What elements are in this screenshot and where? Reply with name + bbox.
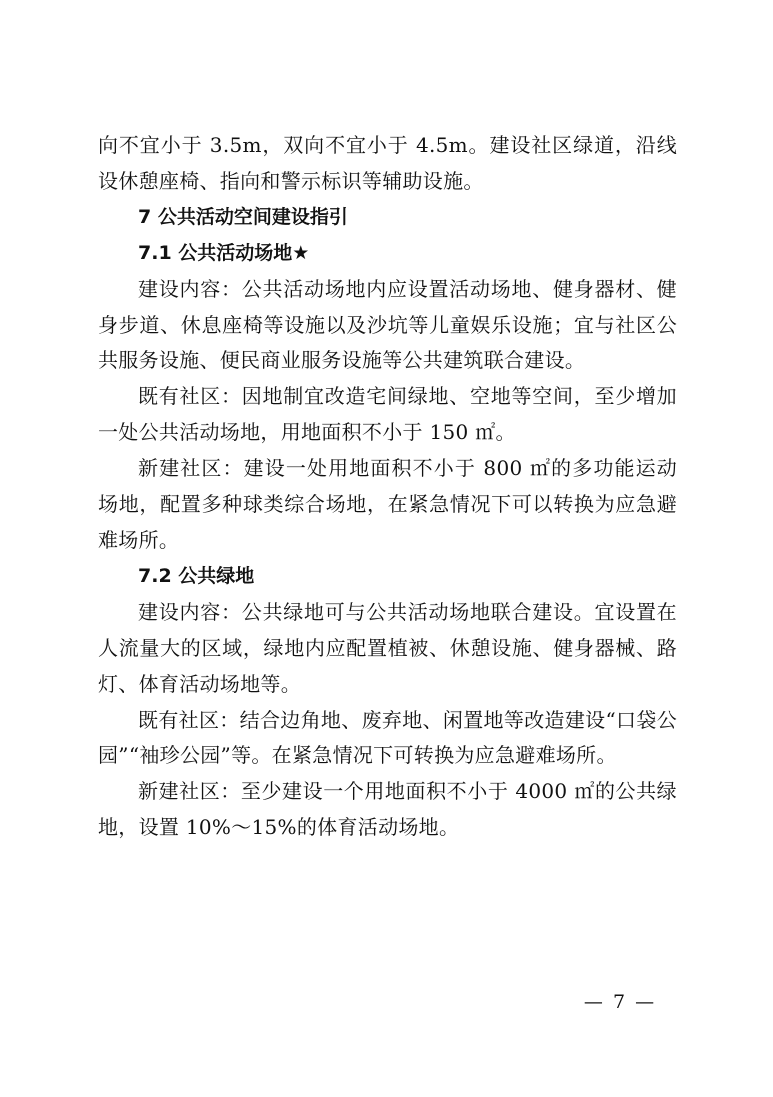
paragraph-activity-content: 建设内容：公共活动场地内应设置活动场地、健身器材、健身步道、休息座椅等设施以及沙坑等儿童娱乐设施；宜与社区公共服务设施、便民商业服务设施等公共建筑联合建设。 bbox=[98, 276, 677, 373]
subsection-heading-7-2: 7.2 公共绿地 bbox=[138, 564, 255, 587]
paragraph-green-new: 新建社区：至少建设一个用地面积不小于 4000 ㎡的公共绿地，设置 10%～15%的体育活动场地。 bbox=[98, 779, 677, 840]
paragraph-greenway: 向不宜小于 3.5m，双向不宜小于 4.5m。建设社区绿道，沿线设休憩座椅、指向和警示标识等辅助设施。 bbox=[98, 133, 677, 193]
paragraph-green-content: 建设内容：公共绿地可与公共活动场地联合建设。宜设置在人流量大的区域，绿地内应配置植被、休憩设施、健身器械、路灯、体育活动场地等。 bbox=[98, 599, 677, 696]
subsection-heading-7-1: 7.1 公共活动场地★ bbox=[138, 241, 310, 264]
page-number: — 7 — bbox=[583, 991, 657, 1013]
paragraph-green-existing: 既有社区：结合边角地、废弃地、闲置地等改造建设“口袋公园”“袖珍公园”等。在紧急情况下可转换为应急避难场所。 bbox=[98, 707, 677, 768]
section-heading-7: 7 公共活动空间建设指引 bbox=[138, 205, 348, 228]
paragraph-activity-existing: 既有社区：因地制宜改造宅间绿地、空地等空间，至少增加一处公共活动场地，用地面积不小于 150 ㎡。 bbox=[98, 384, 677, 445]
paragraph-activity-new: 新建社区：建设一处用地面积不小于 800 ㎡的多功能运动场地，配置多种球类综合场地，在紧急情况下可以转换为应急避难场所。 bbox=[98, 456, 677, 552]
document-body bbox=[98, 128, 677, 846]
